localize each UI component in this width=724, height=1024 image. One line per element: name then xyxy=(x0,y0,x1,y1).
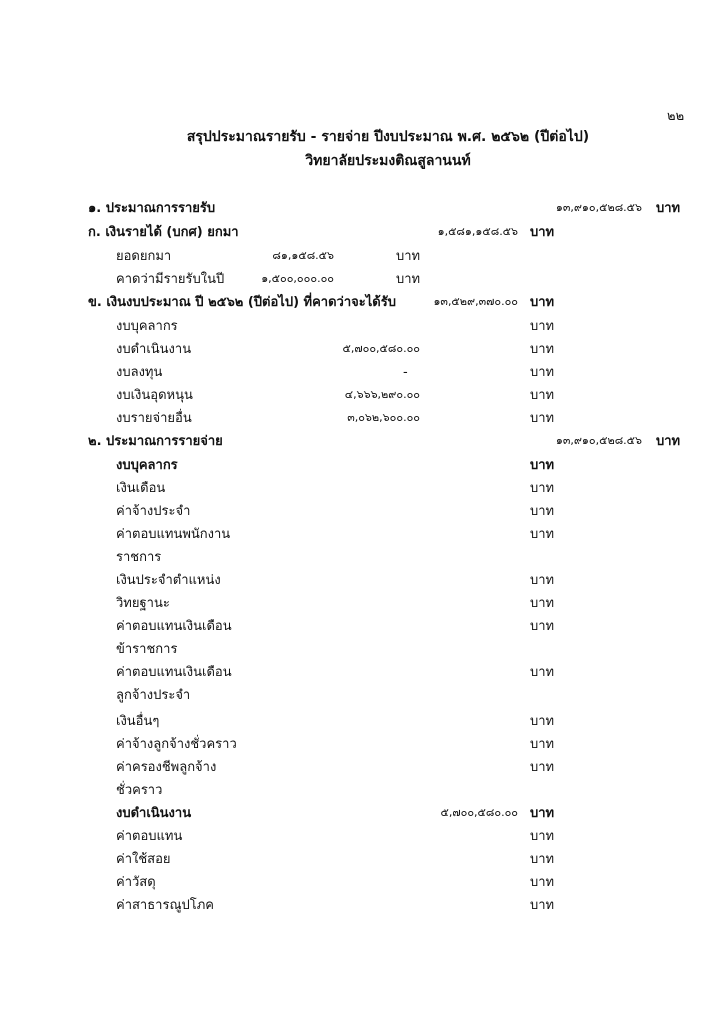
item-label: ค่าตอบแทนเงินเดือน xyxy=(116,619,232,634)
item-amount: - xyxy=(403,365,408,380)
personnel-budget-label: งบบุคลากร xyxy=(116,458,178,473)
list-item-continuation xyxy=(0,643,724,665)
page-number: ๒๒ xyxy=(667,109,685,124)
item-label: ค่าครองชีพลูกจ้าง xyxy=(116,760,217,775)
revenue-section-label: ๑. ประมาณการรายรับ xyxy=(88,201,216,216)
list-item xyxy=(0,620,724,642)
item-unit: บาท xyxy=(530,737,555,752)
item-unit: บาท xyxy=(530,504,555,519)
item-amount: ๘๑,๑๕๘.๕๖ xyxy=(272,249,334,262)
list-item xyxy=(0,505,724,527)
item-label: คาดว่ามีรายรับในปี xyxy=(116,272,225,287)
list-item xyxy=(0,389,724,411)
list-item xyxy=(0,666,724,688)
item-label: งบรายจ่ายอื่น xyxy=(116,411,192,426)
list-item xyxy=(0,830,724,852)
item-label: งบลงทุน xyxy=(116,365,163,380)
revenue-total-unit: บาท xyxy=(656,201,681,216)
item-label: เงินเดือน xyxy=(116,481,166,496)
list-item xyxy=(0,412,724,434)
personnel-budget-unit: บาท xyxy=(530,458,555,473)
item-unit: บาท xyxy=(530,760,555,775)
expense-total-amount: ๑๓,๙๑๐,๕๒๘.๕๖ xyxy=(555,434,642,447)
item-label: งบบุคลากร xyxy=(116,319,178,334)
income-carried-amount: ๑,๕๘๑,๑๕๘.๕๖ xyxy=(437,225,518,238)
item-unit: บาท xyxy=(530,388,555,403)
item-label: งบดำเนินงาน xyxy=(116,342,192,357)
item-label: ราชการ xyxy=(116,550,162,565)
item-unit: บาท xyxy=(530,573,555,588)
expense-section-row xyxy=(0,435,724,457)
list-item-continuation xyxy=(0,689,724,711)
item-label: งบเงินอุดหนุน xyxy=(116,388,193,403)
item-unit: บาท xyxy=(530,714,555,729)
document-subtitle: วิทยาลัยประมงติณสูลานนท์ xyxy=(305,153,471,169)
list-item-continuation xyxy=(0,551,724,573)
item-unit: บาท xyxy=(530,596,555,611)
item-unit: บาท xyxy=(396,249,421,264)
list-item xyxy=(0,738,724,760)
item-label: ชั่วคราว xyxy=(116,783,163,798)
item-amount: ๕,๗๐๐,๕๘๐.๐๐ xyxy=(342,342,420,355)
income-carried-row xyxy=(0,226,724,248)
item-amount: ๔,๖๖๖,๒๙๐.๐๐ xyxy=(344,388,420,401)
item-unit: บาท xyxy=(530,319,555,334)
item-label: เงินประจำตำแหน่ง xyxy=(116,573,221,588)
item-unit: บาท xyxy=(530,898,555,913)
budget-funds-amount: ๑๓,๕๒๙,๓๗๐.๐๐ xyxy=(433,295,518,308)
list-item xyxy=(0,876,724,898)
list-item xyxy=(0,366,724,388)
list-item xyxy=(0,528,724,550)
revenue-total-amount: ๑๓,๙๑๐,๕๒๘.๕๖ xyxy=(555,201,642,214)
list-item xyxy=(0,853,724,875)
expense-section-label: ๒. ประมาณการรายจ่าย xyxy=(88,434,223,449)
item-label: วิทยฐานะ xyxy=(116,596,170,611)
item-label: ค่าสาธารณูปโภค xyxy=(116,898,215,913)
list-item xyxy=(0,343,724,365)
item-label: ค่าวัสดุ xyxy=(116,875,156,890)
budget-funds-unit: บาท xyxy=(530,295,555,310)
item-label: เงินอื่นๆ xyxy=(116,714,160,729)
item-unit: บาท xyxy=(530,829,555,844)
item-label: ยอดยกมา xyxy=(116,249,172,264)
item-label: ค่าตอบแทนเงินเดือน xyxy=(116,665,232,680)
list-item xyxy=(0,574,724,596)
income-carried-unit: บาท xyxy=(530,225,555,240)
item-unit: บาท xyxy=(530,875,555,890)
budget-funds-label: ข. เงินงบประมาณ ปี ๒๕๖๒ (ปีต่อไป) ที่คาดว่าจะได้รับ xyxy=(88,295,396,310)
list-item xyxy=(0,320,724,342)
personnel-budget-row xyxy=(0,459,724,481)
income-carried-label: ก. เงินรายได้ (บกศ) ยกมา xyxy=(88,225,239,240)
item-unit: บาท xyxy=(530,527,555,542)
item-unit: บาท xyxy=(530,619,555,634)
item-unit: บาท xyxy=(530,342,555,357)
list-item xyxy=(0,597,724,619)
list-item xyxy=(0,482,724,504)
item-label: ค่าใช้สอย xyxy=(116,852,171,867)
list-item xyxy=(0,250,724,272)
operations-budget-unit: บาท xyxy=(530,806,555,821)
item-unit: บาท xyxy=(530,852,555,867)
revenue-section-row xyxy=(0,202,724,224)
list-item xyxy=(0,899,724,921)
item-unit: บาท xyxy=(530,665,555,680)
item-label: ข้าราชการ xyxy=(116,642,178,657)
item-label: ค่าตอบแทน xyxy=(116,829,183,844)
budget-funds-row xyxy=(0,296,724,318)
item-amount: ๑,๕๐๐,๐๐๐.๐๐ xyxy=(261,272,334,285)
operations-budget-label: งบดำเนินงาน xyxy=(116,806,192,821)
list-item xyxy=(0,715,724,737)
expense-total-unit: บาท xyxy=(656,434,681,449)
list-item-continuation xyxy=(0,784,724,806)
item-label: ค่าจ้างประจำ xyxy=(116,504,191,519)
item-unit: บาท xyxy=(530,481,555,496)
item-label: ค่าตอบแทนพนักงาน xyxy=(116,527,231,542)
item-unit: บาท xyxy=(396,272,421,287)
item-label: ลูกจ้างประจำ xyxy=(116,688,191,703)
list-item xyxy=(0,273,724,295)
item-unit: บาท xyxy=(530,365,555,380)
item-unit: บาท xyxy=(530,411,555,426)
list-item xyxy=(0,761,724,783)
operations-budget-row xyxy=(0,807,724,829)
item-amount: ๓,๐๖๒,๖๐๐.๐๐ xyxy=(347,411,420,424)
operations-budget-amount: ๕,๗๐๐,๕๘๐.๐๐ xyxy=(440,806,518,819)
item-label: ค่าจ้างลูกจ้างชั่วคราว xyxy=(116,737,237,752)
document-title: สรุปประมาณรายรับ - รายจ่าย ปีงบประมาณ พ.ศ. ๒๕๖๒ (ปีต่อไป) xyxy=(186,129,590,145)
